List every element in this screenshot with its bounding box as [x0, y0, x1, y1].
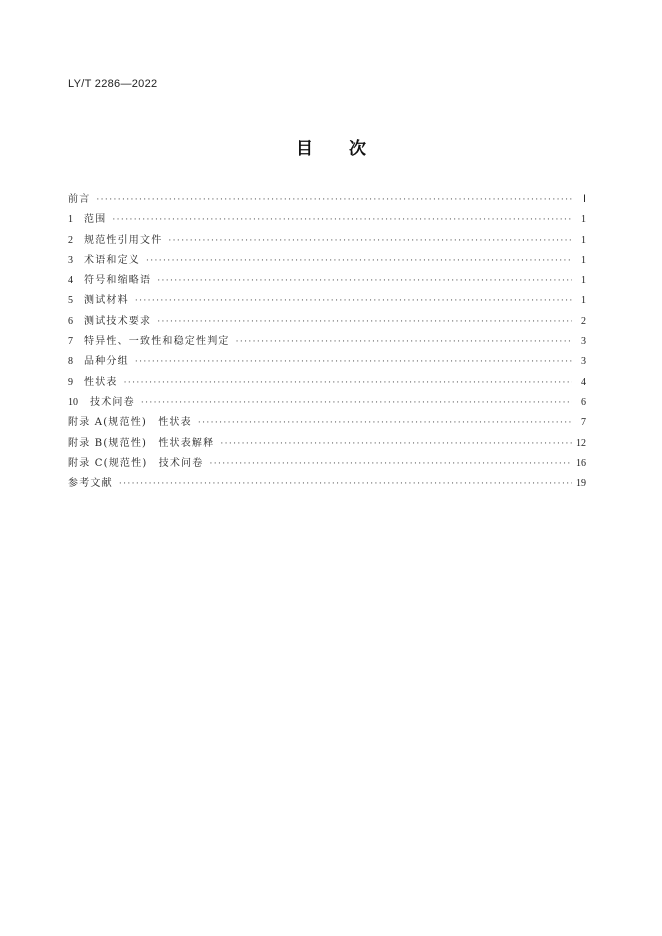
toc-leader-dots — [146, 251, 572, 271]
toc-entry[interactable] — [68, 393, 586, 413]
toc-entry-number: 4 — [68, 275, 73, 287]
toc-leader-dots — [236, 332, 572, 352]
toc-entry[interactable] — [68, 251, 586, 271]
toc-leader-dots — [135, 352, 572, 372]
toc-entry-page: 3 — [581, 356, 586, 368]
toc-leader-dots — [157, 271, 572, 291]
toc-entry-page: 4 — [581, 376, 586, 388]
toc-entry[interactable] — [68, 332, 586, 352]
toc-entry[interactable] — [68, 454, 586, 474]
toc-entry-number: 5 — [68, 295, 73, 307]
toc-leader-dots — [96, 190, 572, 210]
toc-entry-page: 19 — [576, 478, 586, 490]
toc-leader-dots — [112, 210, 572, 230]
toc-entry-label: 测试材料 — [84, 295, 129, 307]
toc-leader-dots — [141, 393, 572, 413]
toc-leader-dots — [157, 312, 572, 332]
toc-entry-number: 7 — [68, 336, 73, 348]
toc-entry-label: 特异性、一致性和稳定性判定 — [84, 336, 230, 348]
table-of-contents — [68, 190, 586, 494]
toc-entry-number: 6 — [68, 315, 73, 327]
toc-leader-dots — [198, 413, 572, 433]
toc-entry-label: 前言 — [68, 194, 91, 205]
toc-entry-page: 7 — [581, 417, 586, 429]
toc-entry-label: 品种分组 — [84, 356, 129, 368]
toc-entry[interactable] — [68, 413, 586, 433]
toc-entry-number: 1 — [68, 214, 73, 226]
toc-entry-label: 技术问卷 — [90, 396, 135, 408]
toc-entry-page: 6 — [581, 396, 586, 408]
toc-entry[interactable] — [68, 474, 586, 494]
toc-entry-label: 性状表 — [84, 376, 118, 388]
toc-entry[interactable] — [68, 291, 586, 311]
toc-entry-label: 参考文献 — [68, 478, 113, 490]
toc-entry-label: 附录 A(规范性) 性状表 — [68, 417, 192, 429]
toc-entry-number: 8 — [68, 356, 73, 368]
toc-entry-number: 10 — [68, 396, 78, 408]
toc-entry-label: 附录 B(规范性) 性状表解释 — [68, 437, 215, 449]
toc-leader-dots — [135, 291, 572, 311]
toc-leader-dots — [119, 474, 572, 494]
toc-entry-label: 附录 C(规范性) 技术问卷 — [68, 457, 204, 469]
toc-entry-page: 3 — [581, 336, 586, 348]
toc-entry-page: 1 — [581, 254, 586, 266]
toc-entry-page: 1 — [581, 214, 586, 226]
toc-entry[interactable] — [68, 231, 586, 251]
toc-leader-dots — [124, 373, 572, 393]
toc-entry-page: 12 — [576, 437, 586, 449]
toc-entry-label: 范围 — [84, 214, 107, 226]
toc-entry-number: 3 — [68, 254, 73, 266]
toc-entry-label: 符号和缩略语 — [84, 275, 152, 287]
toc-entry-number: 9 — [68, 376, 73, 388]
toc-entry-page: 16 — [576, 457, 586, 469]
toc-entry-page: 2 — [581, 315, 586, 327]
toc-entry[interactable] — [68, 271, 586, 291]
toc-leader-dots — [220, 434, 572, 454]
toc-entry-label: 测试技术要求 — [84, 315, 152, 327]
toc-entry-label: 术语和定义 — [84, 254, 140, 266]
toc-entry[interactable] — [68, 373, 586, 393]
toc-entry-page: 1 — [581, 234, 586, 246]
toc-entry-page: Ⅰ — [583, 194, 586, 205]
toc-entry[interactable] — [68, 210, 586, 230]
standard-code: LY/T 2286—2022 — [68, 78, 158, 90]
toc-entry-label: 规范性引用文件 — [84, 234, 163, 246]
toc-title: 目次 — [296, 139, 402, 159]
toc-entry-number: 2 — [68, 234, 73, 246]
toc-entry[interactable] — [68, 190, 586, 210]
toc-leader-dots — [168, 231, 572, 251]
toc-entry[interactable] — [68, 312, 586, 332]
toc-leader-dots — [209, 454, 572, 474]
toc-entry-page: 1 — [581, 295, 586, 307]
toc-entry-page: 1 — [581, 275, 586, 287]
toc-entry[interactable] — [68, 434, 586, 454]
toc-entry[interactable] — [68, 352, 586, 372]
